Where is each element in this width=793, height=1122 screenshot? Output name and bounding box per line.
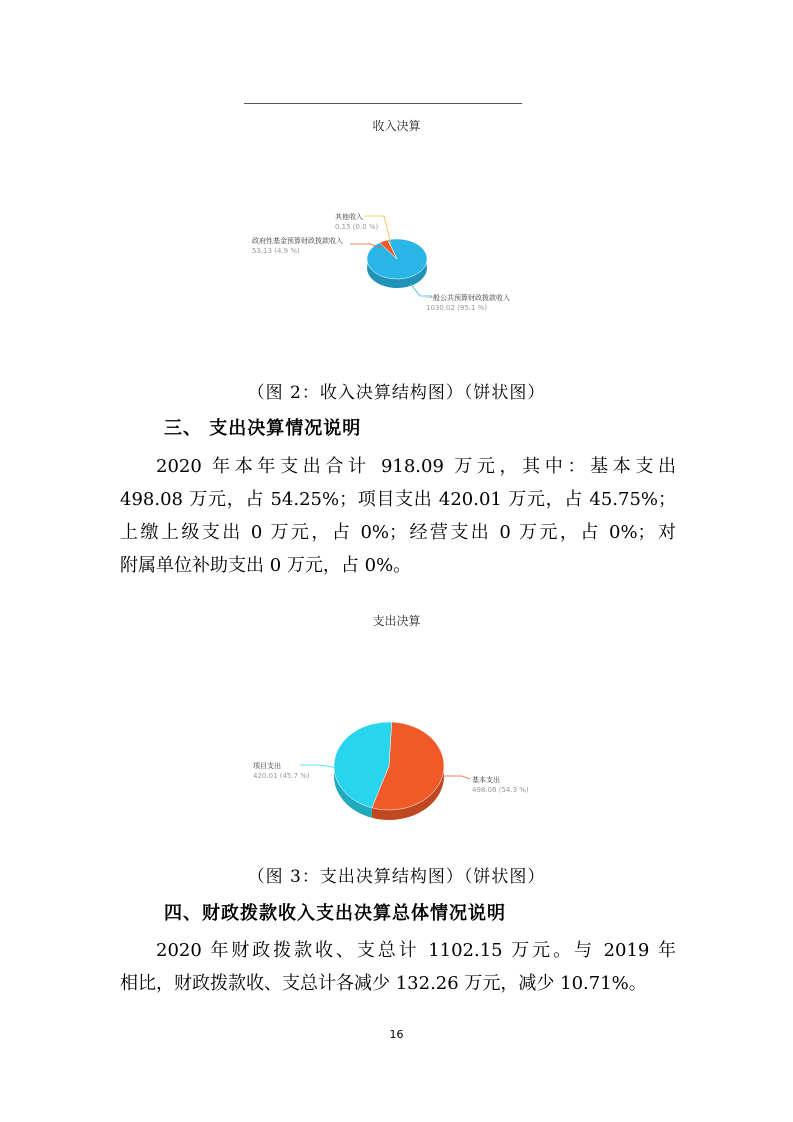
label-project-value: 420.01 (45.7 %) — [253, 772, 310, 780]
fig2-caption: （图 2：收入决算结构图）（饼状图） — [247, 383, 546, 403]
label-general-name: 一般公共预算财政拨款收入 — [426, 294, 510, 302]
s4-line-1: 2020 年财政拨款收、支总计 1102.15 万元。与 2019 年 — [156, 940, 676, 961]
section3-paragraph — [120, 450, 676, 582]
section3-heading: 三、 支出决算情况说明 — [164, 418, 362, 439]
s3-line-1: 2020 年本年支出合计 918.09 万元，其中：基本支出 — [156, 456, 676, 477]
label-general-value: 1030.02 (95.1 %) — [426, 304, 488, 312]
label-basic-name: 基本支出 — [472, 776, 500, 784]
fig3-caption: （图 3：支出决算结构图）（饼状图） — [247, 867, 546, 887]
s4-line-2: 相比，财政拨款收、支总计各减少 132.26 万元，减少 10.71%。 — [120, 973, 647, 994]
s3-line-2: 498.08 万元，占 54.25%；项目支出 420.01 万元，占 45.75%； — [120, 489, 676, 510]
page-number: 16 — [389, 1028, 404, 1041]
section4-paragraph — [120, 934, 676, 1000]
expense-chart-title: 支出决算 — [372, 614, 421, 628]
label-other-value: 0.15 (0.0 %) — [335, 223, 379, 231]
s3-line-4: 附属单位补助支出 0 万元，占 0%。 — [120, 555, 412, 576]
s3-line-3: 上缴上级支出 0 万元，占 0%；经营支出 0 万元，占 0%；对 — [120, 522, 676, 543]
label-fund-name: 政府性基金预算财政拨款收入 — [252, 237, 343, 245]
label-basic-value: 498.08 (54.3 %) — [472, 786, 529, 794]
label-project-name: 项目支出 — [253, 762, 281, 770]
section4-heading: 四、财政拨款收入支出决算总体情况说明 — [164, 903, 506, 924]
label-other-name: 其他收入 — [335, 213, 363, 221]
label-fund-value: 53.13 (4.9 %) — [252, 247, 300, 255]
income-chart-title: 收入决算 — [372, 119, 421, 133]
